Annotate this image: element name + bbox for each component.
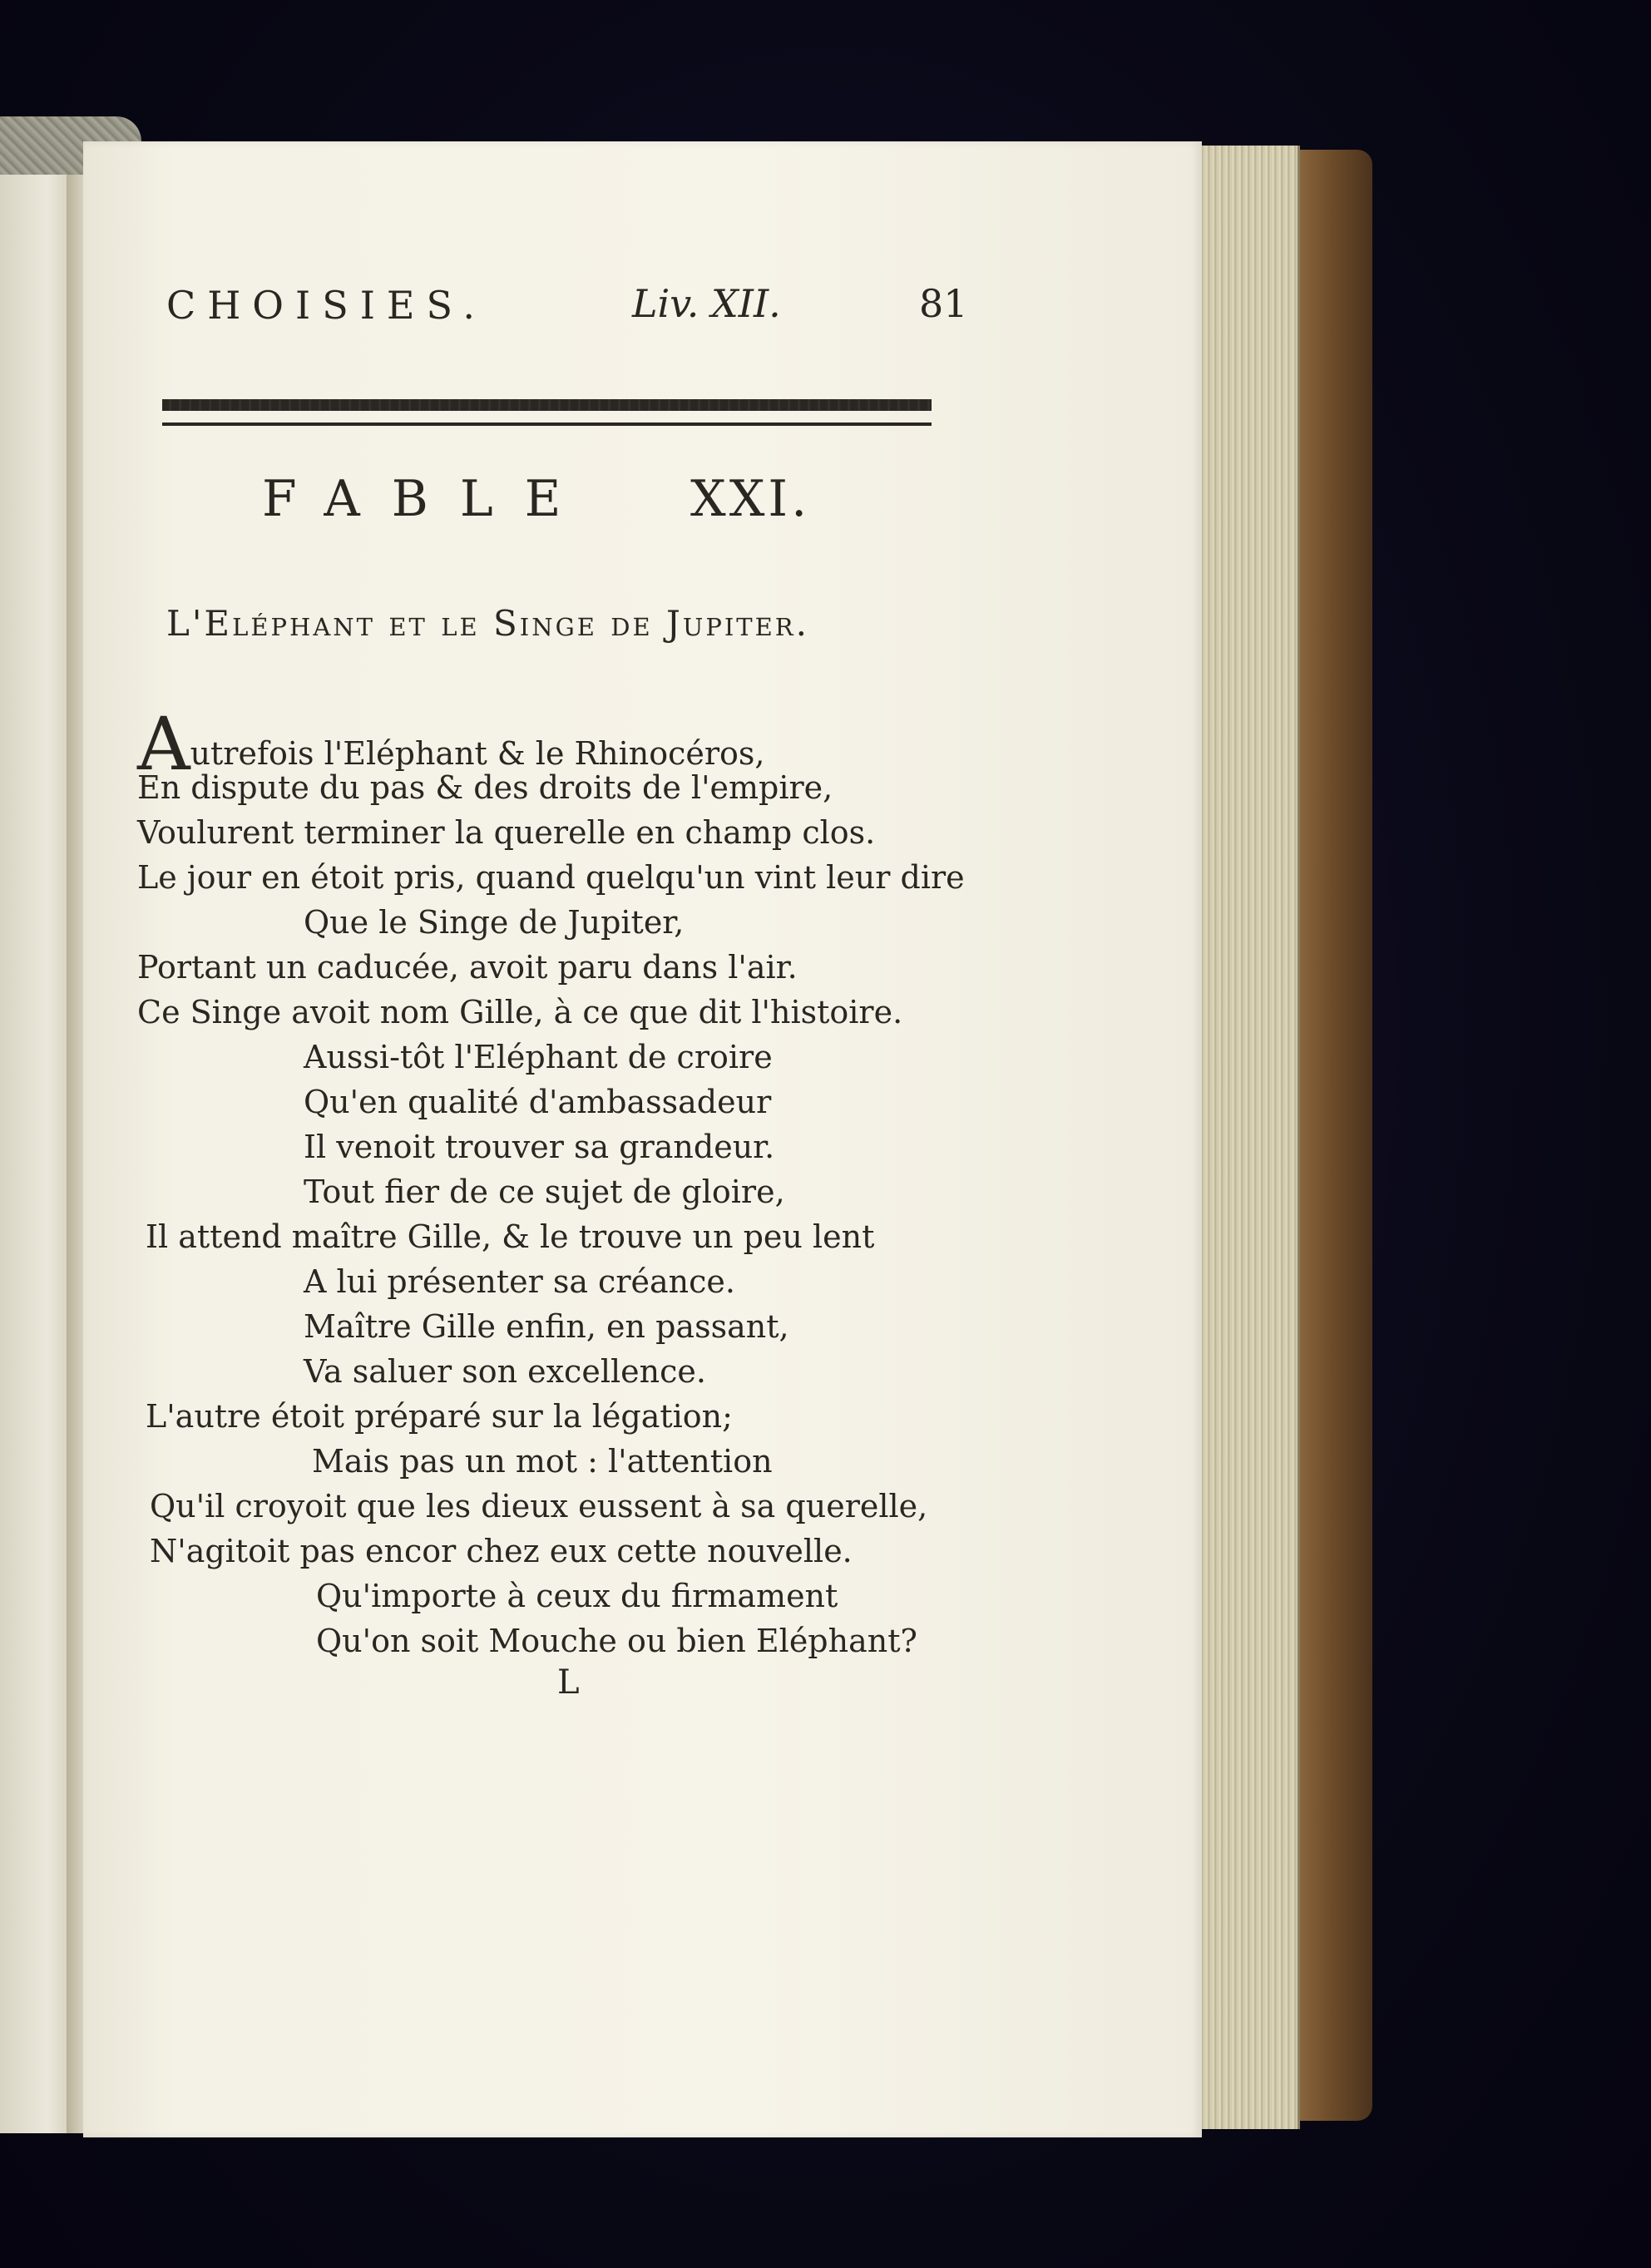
- page-block-edges: [1198, 146, 1300, 2129]
- poem-line: N'agitoit pas encor chez eux cette nouvelle.: [150, 1533, 853, 1569]
- poem-line: En dispute du pas & des droits de l'empire,: [137, 769, 833, 806]
- poem-line: Le jour en étoit pris, quand quelqu'un vint leur dire: [137, 859, 965, 896]
- poem-line: Tout fier de ce sujet de gloire,: [304, 1174, 785, 1210]
- poem-line: Ce Singe avoit nom Gille, à ce que dit l'histoire.: [137, 994, 903, 1030]
- poem-line: Aussi-tôt l'Eléphant de croire: [304, 1039, 773, 1075]
- page-number: 81: [919, 281, 968, 326]
- poem-body: [83, 141, 1202, 2137]
- signature-mark: L: [557, 1663, 580, 1702]
- first-line-text: utrefois l'Eléphant & le Rhinocéros,: [190, 735, 765, 772]
- poem-line: A lui présenter sa créance.: [304, 1263, 735, 1300]
- fable-subtitle: L'Eléphant et le Singe de Jupiter.: [166, 603, 809, 644]
- poem-line: Il venoit trouver sa grandeur.: [304, 1129, 775, 1165]
- poem-line-first: [137, 701, 765, 787]
- poem-line: L'autre étoit préparé sur la légation;: [146, 1398, 733, 1435]
- poem-line: Voulurent terminer la querelle en champ clos.: [137, 814, 876, 851]
- poem-line: Qu'on soit Mouche ou bien Eléphant?: [316, 1623, 917, 1659]
- poem-line: Maître Gille enfin, en passant,: [304, 1308, 789, 1345]
- book-page: [83, 141, 1202, 2137]
- running-head-title: CHOISIES.: [166, 283, 487, 328]
- poem-line: Portant un caducée, avoit paru dans l'air.: [137, 949, 798, 986]
- poem-line: Qu'il croyoit que les dieux eussent à sa querelle,: [150, 1488, 928, 1524]
- poem-line: Mais pas un mot : l'attention: [312, 1443, 773, 1480]
- running-head-book: Liv. XII.: [632, 281, 781, 326]
- fable-number: XXI.: [690, 470, 811, 528]
- fable-heading: FABLE: [262, 470, 593, 528]
- drop-cap: A: [137, 701, 190, 787]
- poem-line: Qu'importe à ceux du firmament: [316, 1578, 838, 1614]
- poem-line: Va saluer son excellence.: [304, 1353, 706, 1390]
- poem-line: Que le Singe de Jupiter,: [304, 904, 685, 941]
- poem-line: Qu'en qualité d'ambassadeur: [304, 1084, 772, 1120]
- poem-line: Il attend maître Gille, & le trouve un peu lent: [146, 1218, 875, 1255]
